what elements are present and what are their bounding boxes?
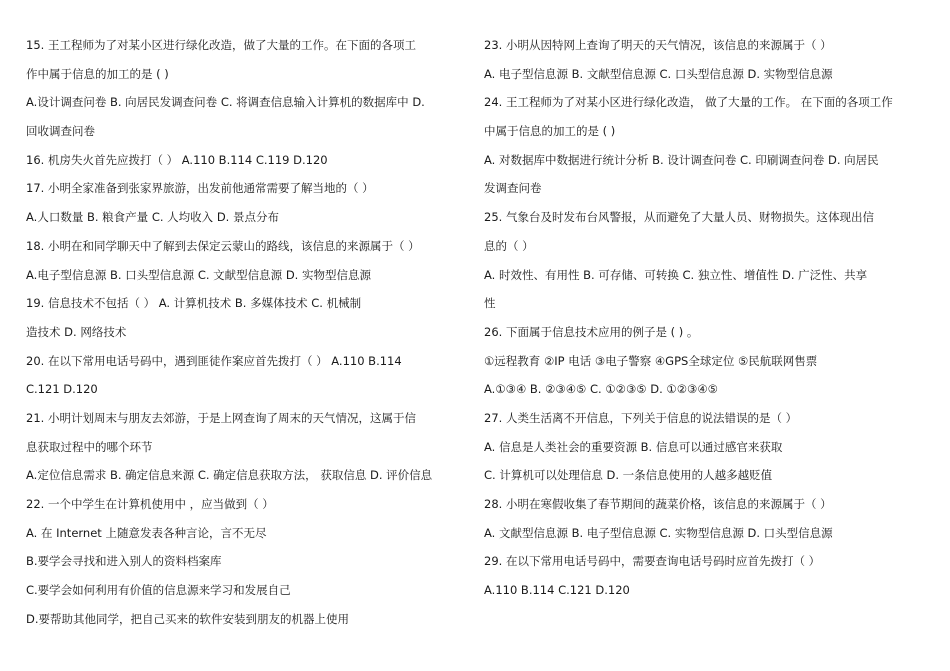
text-line: A.人口数量 B. 粮食产量 C. 人均收入 D. 景点分布	[26, 210, 279, 225]
text-line: ①远程教育 ②IP 电话 ③电子警察 ④GPS全球定位 ⑤民航联网售票	[484, 353, 818, 368]
text-line: 息获取过程中的哪个环节	[26, 439, 153, 454]
text-line: 20. 在以下常用电话号码中，遇到匪徒作案应首先拨打（ ） A.110 B.114	[26, 353, 402, 368]
text-line: 中属于信息的加工的是 ( )	[484, 124, 616, 139]
text-line: A. 电子型信息源 B. 文献型信息源 C. 口头型信息源 D. 实物型信息源	[484, 66, 833, 81]
text-line: A. 信息是人类社会的重要资源 B. 信息可以通过感官来获取	[484, 439, 783, 454]
text-line: A. 文献型信息源 B. 电子型信息源 C. 实物型信息源 D. 口头型信息源	[484, 525, 833, 540]
text-line: 27. 人类生活离不开信息，下列关于信息的说法错误的是（ ）	[484, 410, 798, 425]
text-line: 23. 小明从因特网上查询了明天的天气情况，该信息的来源属于（ ）	[484, 38, 832, 52]
text-line: 造技术 D. 网络技术	[26, 324, 127, 339]
text-line: A. 对数据库中数据进行统计分析 B. 设计调查问卷 C. 印刷调查问卷 D. 向居民	[484, 152, 879, 167]
text-line: A. 在 Internet 上随意发表各种言论，言不无尽	[26, 525, 267, 540]
right-column	[484, 31, 924, 605]
text-line: 息的（ ）	[484, 238, 534, 253]
text-line: 19. 信息技术不包括（ ） A. 计算机技术 B. 多媒体技术 C. 机械制	[26, 296, 362, 311]
text-line: 16. 机房失火首先应拨打（ ） A.110 B.114 C.119 D.120	[26, 152, 328, 167]
text-line: B.要学会寻找和进入别人的资料档案库	[26, 554, 222, 569]
text-line: 24. 王工程师为了对某小区进行绿化改造， 做了大量的工作。 在下面的各项工作	[484, 95, 893, 110]
text-line: A.设计调查问卷 B. 向居民发调查问卷 C. 将调查信息输入计算机的数据库中 D.	[26, 95, 425, 110]
text-line: A.定位信息需求 B. 确定信息来源 C. 确定信息获取方法， 获取信息 D. 评价信息	[26, 468, 433, 483]
text-line: 18. 小明在和同学聊天中了解到去保定云蒙山的路线，该信息的来源属于（ ）	[26, 238, 420, 253]
text-line: 发调查问卷	[484, 181, 542, 196]
text-line: 21. 小明计划周末与朋友去郊游，于是上网查询了周末的天气情况，这属于信	[26, 410, 416, 425]
text-line: 29. 在以下常用电话号码中，需要查询电话号码时应首先拨打（ ）	[484, 554, 821, 569]
text-line: A. 时效性、有用性 B. 可存储、可转换 C. 独立性、增值性 D. 广泛性、共享	[484, 267, 868, 282]
text-line: 26. 下面属于信息技术应用的例子是 ( ) 。	[484, 324, 699, 339]
text-line: 28. 小明在寒假收集了春节期间的蔬菜价格，该信息的来源属于（ ）	[484, 497, 832, 511]
text-line: C. 计算机可以处理信息 D. 一条信息使用的人越多越贬值	[484, 468, 773, 483]
text-line: A.①③④ B. ②③④⑤ C. ①②③⑤ D. ①②③④⑤	[484, 382, 718, 397]
text-line: D.要帮助其他同学，把自己买来的软件安装到朋友的机器上使用	[26, 611, 350, 626]
text-line: 回收调查问卷	[26, 124, 95, 139]
text-line: 25. 气象台及时发布台风警报，从而避免了大量人员、财物损失。这体现出信	[484, 210, 874, 225]
text-line: C.要学会如何利用有价值的信息源来学习和发展自己	[26, 583, 291, 598]
text-line: 性	[484, 296, 496, 311]
text-line: 15. 王工程师为了对某小区进行绿化改造，做了大量的工作。在下面的各项工	[26, 38, 416, 52]
text-line: 22. 一个中学生在计算机使用中 ，应当做到（ ）	[26, 497, 274, 511]
text-line: C.121 D.120	[26, 382, 98, 397]
text-line: 作中属于信息的加工的是 ( )	[26, 66, 169, 81]
text-line: 17. 小明全家准备到张家界旅游，出发前他通常需要了解当地的（ ）	[26, 181, 374, 196]
left-column	[26, 31, 468, 633]
text-line: A.110 B.114 C.121 D.120	[484, 583, 630, 598]
text-line: A.电子型信息源 B. 口头型信息源 C. 文献型信息源 D. 实物型信息源	[26, 267, 371, 282]
